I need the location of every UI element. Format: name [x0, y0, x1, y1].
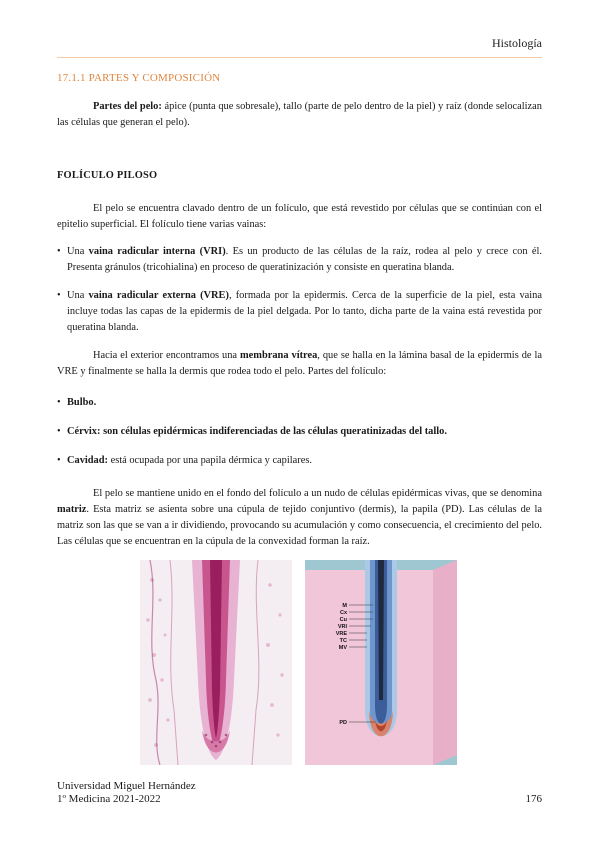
label-tc: TC: [339, 638, 347, 644]
p2-term: membrana vítrea: [240, 350, 318, 361]
p2-text: , que se halla en la lámina basal de la epidermis de la VRE y finalmente se halla la dermis que rodea todo el pelo. Partes del folículo:: [57, 350, 543, 377]
foliculo-heading: FOLÍCULO PILOSO: [57, 170, 158, 181]
foliculo-paragraph-3: [57, 486, 542, 550]
list-item-cervix: [57, 424, 542, 440]
vre-text: , formada por la epidermis. Cerca de la superficie de la piel, esta vaina incluye todas las capas de la epidermis de la piel delgada. Por lo tanto, dicha parte de la vaina está revestida por queratina blanda.: [67, 290, 542, 333]
header-title: Histología: [492, 36, 542, 50]
intro-lead: Partes del pelo:: [93, 101, 162, 112]
bullet-dot: •: [57, 397, 61, 408]
histology-micrograph: [140, 560, 292, 765]
vre-pre: Una: [67, 290, 89, 301]
p3-term: matriz: [57, 504, 87, 515]
footer-university: Universidad Miguel Hernández: [57, 780, 196, 792]
p3-text: . Esta matriz se asienta sobre una cúpula de tejido conjuntivo (dermis), la papila (PD). Las células de la matriz son las que se van a ir dividiendo, provocando su acumulación y como consecuencia, el crecimiento del pelo. Las células que se encuentran en la cúpula de la convexidad forman la raíz.: [57, 504, 542, 547]
p2-pre: Hacia el exterior encontramos una: [93, 350, 241, 361]
page-number: 176: [525, 793, 542, 805]
label-cu: Cu: [339, 617, 347, 623]
foliculo-paragraph-2: [57, 348, 542, 380]
bullet-dot: •: [57, 246, 61, 257]
label-vre: VRE: [335, 631, 347, 637]
header-divider: [57, 57, 542, 58]
list-item-cavidad: [57, 453, 542, 469]
follicle-diagram: [305, 560, 457, 765]
label-vri: VRI: [337, 624, 347, 630]
intro-paragraph: [57, 99, 542, 131]
vri-term: vaina radicular interna (VRI): [88, 246, 226, 257]
label-pd: PD: [339, 720, 347, 726]
cavidad-term: Cavidad:: [67, 455, 108, 466]
vre-term: vaina radicular externa (VRE): [88, 290, 229, 301]
cervix-text: Cérvix: son células epidérmicas indiferenciadas de las células queratinizadas del tallo.: [67, 426, 447, 437]
list-item-vre: [57, 288, 542, 336]
bullet-dot: •: [57, 426, 61, 437]
list-item-bulbo: [57, 395, 542, 411]
bulbo-text: Bulbo.: [67, 397, 97, 408]
bullet-dot: •: [57, 455, 61, 466]
section-heading: 17.1.1 PARTES Y COMPOSICIÓN: [57, 72, 221, 84]
list-item-vri: [57, 244, 542, 276]
intro-text: ápice (punta que sobresale), tallo (parte de pelo dentro de la piel) y raíz (donde selocalizan las células que generan el pelo).: [57, 101, 542, 128]
label-cx: Cx: [339, 610, 347, 616]
vri-pre: Una: [67, 246, 89, 257]
vri-text: . Es un producto de las células de la raíz, rodea al pelo y crece con él. Presenta gránulos (tricohialina) en proceso de queratinización y consiste en queratina blanda.: [67, 246, 542, 273]
cavidad-text: está ocupada por una papila dérmica y capilares.: [108, 455, 312, 466]
foliculo-paragraph-1: El pelo se encuentra clavado dentro de un folículo, que está revestido por células que se continúan con el epitelio superficial. El folículo tiene varias vainas:: [57, 203, 542, 230]
footer-institution: [57, 780, 196, 806]
label-mv: MV: [338, 645, 347, 651]
label-m: M: [342, 603, 347, 609]
bullet-dot: •: [57, 290, 61, 301]
p3-pre: El pelo se mantiene unido en el fondo del folículo a un nudo de células epidérmicas vivas, que se denomina: [93, 488, 542, 499]
footer-course: 1º Medicina 2021-2022: [57, 793, 161, 805]
